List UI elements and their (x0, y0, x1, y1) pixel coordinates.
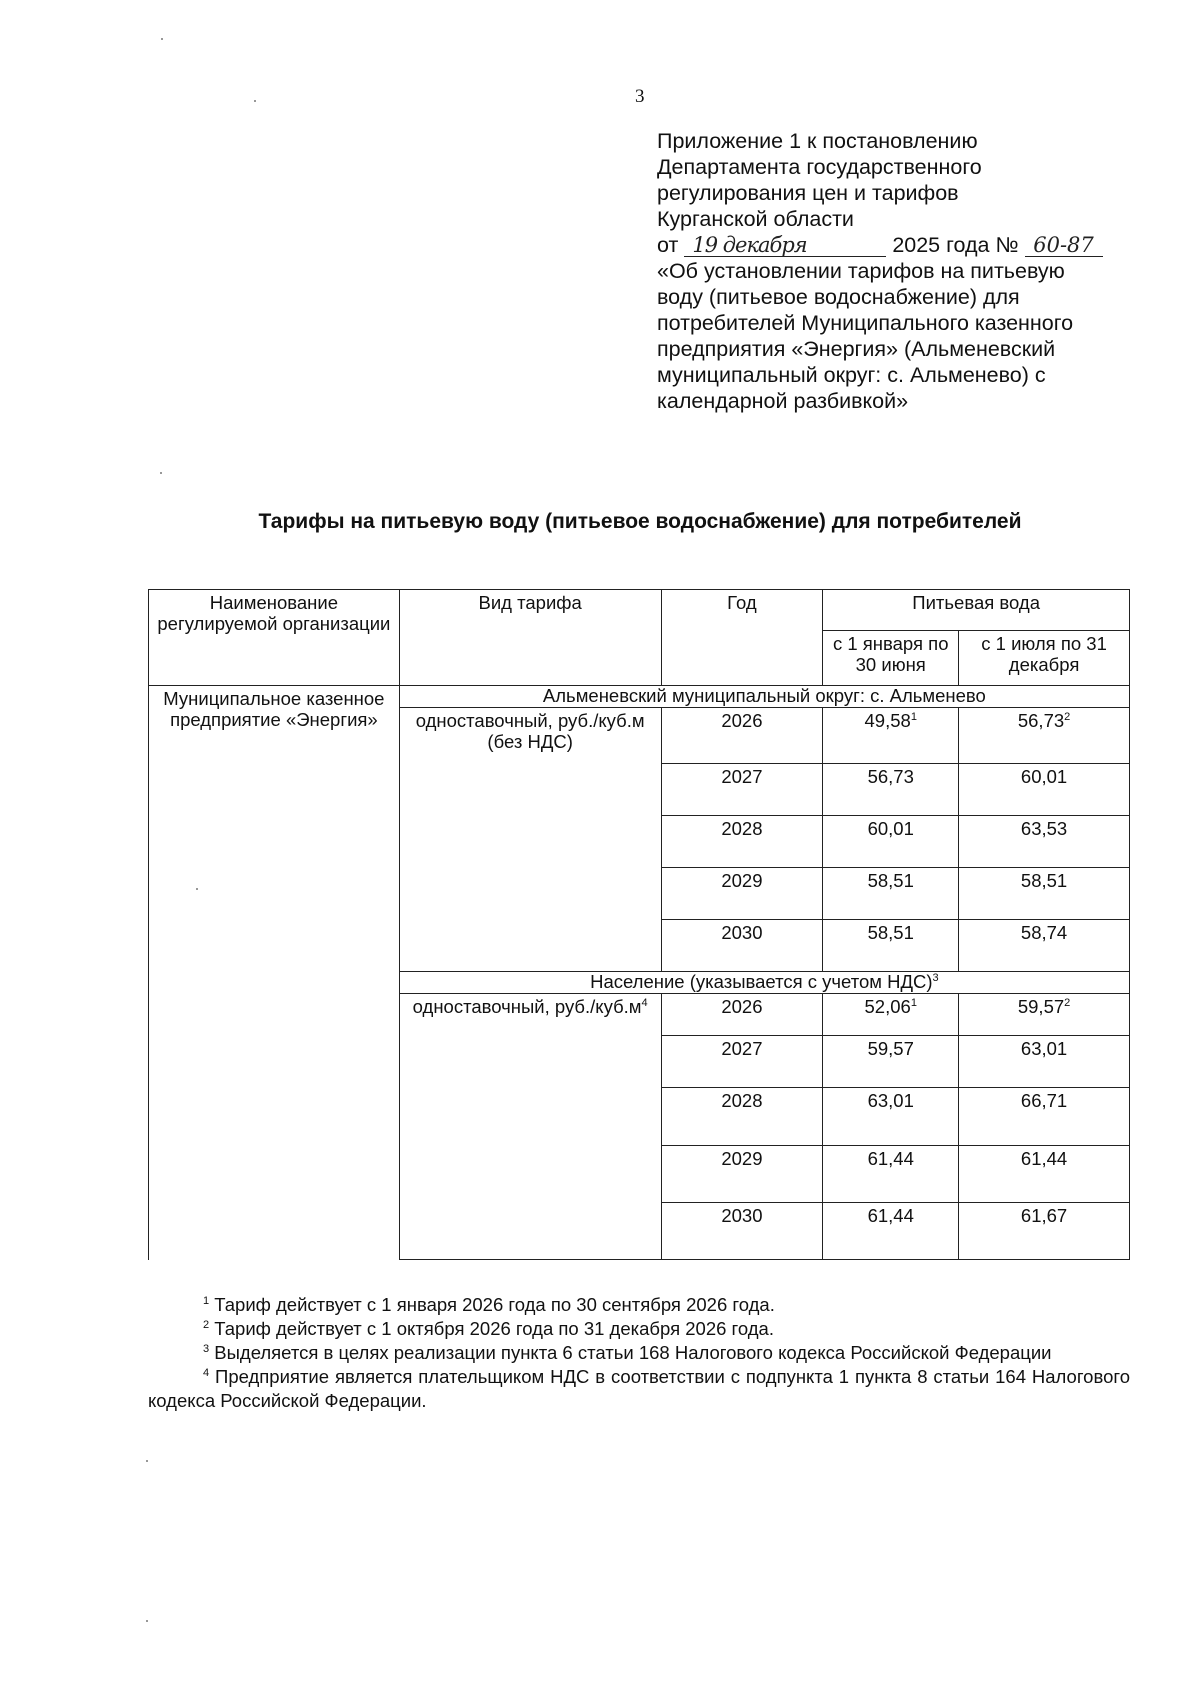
year-text: 2025 года № (892, 233, 1019, 257)
value-cell: 58,51 (959, 868, 1130, 920)
year-cell: 2028 (661, 816, 823, 868)
appendix-subject-line: календарной разбивкой» (657, 389, 909, 413)
value-cell: 63,01 (959, 1036, 1130, 1088)
scan-speck (254, 100, 256, 102)
footnote-text: Тариф действует с 1 октября 2026 года по 31 декабря 2026 года. (214, 1318, 774, 1339)
appendix-subject-line: потребителей Муниципального казенного (657, 311, 1074, 335)
value-cell (823, 994, 959, 1036)
value-cell: 61,44 (823, 1203, 959, 1260)
header-period-1: с 1 января по 30 июня (823, 631, 959, 686)
value: 56,73 (1017, 710, 1065, 731)
header-period-2: с 1 июля по 31 декабря (959, 631, 1130, 686)
value-cell: 60,01 (823, 816, 959, 868)
footnote-text: Предприятие является плательщиком НДС в соответствии с подпункта 1 пункта 8 статьи 164 Налогового кодекса Российской Федерации. (148, 1366, 1131, 1411)
footnote-text: Тариф действует с 1 января 2026 года по 30 сентября 2026 года. (214, 1294, 775, 1315)
scan-speck (160, 472, 162, 474)
tariff-type-cell (399, 708, 661, 972)
value-cell: 60,01 (959, 764, 1130, 816)
footnote-mark: 3 (203, 1342, 210, 1355)
tariff-table (148, 589, 1130, 1260)
value-cell: 63,53 (959, 816, 1130, 868)
footnote-mark: 1 (910, 710, 917, 723)
header-row (149, 590, 1130, 631)
tariff-type-cell (399, 994, 661, 1260)
section-row (149, 686, 1130, 708)
footnote-mark: 2 (203, 1318, 210, 1331)
year-cell: 2028 (661, 1088, 823, 1146)
value-cell: 61,44 (823, 1146, 959, 1203)
footnote-mark: 3 (932, 971, 939, 984)
footnotes (148, 1293, 1130, 1413)
value-cell (959, 994, 1130, 1036)
page-number: 3 (635, 86, 645, 107)
appendix-subject-line: «Об установлении тарифов на питьевую (657, 259, 1065, 283)
footnote (148, 1317, 1130, 1341)
footnote-mark: 4 (203, 1366, 210, 1379)
appendix-line: Департамента государственного (657, 155, 982, 179)
header-tariff-type: Вид тарифа (399, 590, 661, 686)
appendix-line: Курганской области (657, 207, 854, 231)
year-cell: 2030 (661, 1203, 823, 1260)
tariff-type-text: одноставочный, руб./куб.м (412, 996, 642, 1017)
value-cell: 63,01 (823, 1088, 959, 1146)
value-cell: 66,71 (959, 1088, 1130, 1146)
header-year: Год (661, 590, 823, 686)
scan-speck (196, 888, 198, 890)
scan-speck (146, 1460, 148, 1462)
tariff-type-text: одноставочный, руб./куб.м (без НДС) (415, 710, 645, 752)
value-cell: 58,74 (959, 920, 1130, 972)
value-cell: 58,51 (823, 920, 959, 972)
footnote-mark: 1 (203, 1294, 210, 1307)
value-cell: 61,67 (959, 1203, 1130, 1260)
handwritten-date: 19 декабря (684, 234, 886, 257)
appendix-date-line (657, 232, 1137, 258)
year-cell: 2027 (661, 764, 823, 816)
date-prefix: от (657, 233, 679, 257)
appendix-subject-line: воду (питьевое водоснабжение) для (657, 285, 1020, 309)
footnote (148, 1365, 1130, 1413)
header-drinking-water: Питьевая вода (823, 590, 1130, 631)
document-title: Тарифы на питьевую воду (питьевое водоснабжение) для потребителей (258, 510, 1022, 533)
appendix-line: регулирования цен и тарифов (657, 181, 959, 205)
value-cell: 56,73 (823, 764, 959, 816)
footnote-mark: 2 (1064, 710, 1071, 723)
scan-speck (161, 38, 163, 40)
value: 59,57 (1017, 996, 1065, 1017)
footnote (148, 1341, 1130, 1365)
header-org: Наименование регулируемой организации (149, 590, 400, 686)
organization-cell: Муниципальное казенное предприятие «Энергия» (149, 686, 400, 1260)
value-cell: 58,51 (823, 868, 959, 920)
year-cell: 2027 (661, 1036, 823, 1088)
year-cell: 2029 (661, 868, 823, 920)
footnote-mark: 2 (1064, 996, 1071, 1009)
year-cell: 2029 (661, 1146, 823, 1203)
value-cell (823, 708, 959, 764)
year-cell: 2026 (661, 994, 823, 1036)
year-cell: 2030 (661, 920, 823, 972)
appendix-line: Приложение 1 к постановлению (657, 129, 978, 153)
footnote (148, 1293, 1130, 1317)
handwritten-number: 60-87 (1025, 234, 1103, 257)
value: 49,58 (864, 710, 911, 731)
appendix-subject-line: муниципальный округ: с. Альменево) с (657, 363, 1046, 387)
value-cell: 61,44 (959, 1146, 1130, 1203)
value: 52,06 (864, 996, 911, 1017)
scan-speck (146, 1620, 148, 1622)
footnote-text: Выделяется в целях реализации пункта 6 статьи 168 Налогового кодекса Российской Федерации (214, 1342, 1052, 1363)
section-title-text: Население (указывается с учетом НДС) (590, 971, 933, 992)
appendix-subject-line: предприятия «Энергия» (Альменевский (657, 337, 1056, 361)
footnote-mark: 4 (641, 996, 648, 1009)
section-title-text: Альменевский муниципальный округ: с. Альменево (542, 685, 986, 706)
section-title (399, 686, 1129, 708)
footnote-mark: 1 (910, 996, 917, 1009)
value-cell (959, 708, 1130, 764)
section-title (399, 972, 1129, 994)
appendix-header (657, 128, 1137, 414)
year-cell: 2026 (661, 708, 823, 764)
value-cell: 59,57 (823, 1036, 959, 1088)
